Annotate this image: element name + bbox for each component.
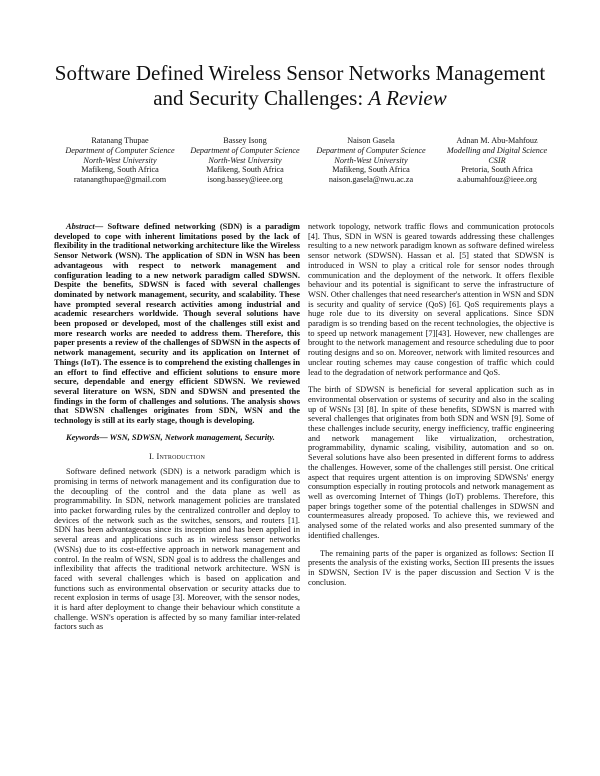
intro-paragraph-2: The birth of SDWSN is beneficial for several application such as in environmental observation or systems of security and also in the scaling up of WSNs [3] [8]. In spite of these benefits, SDWSN is marred with several challenges that originates from both SDN and WSN [9]. Some of these challenges include security, energy inefficiency, traffic engineering and network management like virtualization, orchestration, programmability, dynamic scaling, visibility, automation and so on. Several solutions have also been presented in different forms to address the challenges. However, some of the challenges still persist. One critical aspect that requires urgent attention is on improving SDWSNs' energy consumption especially in routing protocols and network management as well as overcoming Internet of Things (IoT) problems. Therefore, this paper brings together some of the potential challenges in SDWSN and countermeasures already proposed. To achieve this, we reviewed and analysed some of the related works and also presented summary of the identified challenges. <box>308 385 554 540</box>
author-email: ratanangthupae@gmail.com <box>73 175 167 185</box>
author-name: Naison Gasela <box>347 136 395 145</box>
section-heading-introduction <box>54 452 300 462</box>
title-main: Software Defined Wireless Sensor Networks Management and Security Challenges: <box>54 61 546 110</box>
author-location: Mafikeng, South Africa <box>332 165 410 175</box>
author-block <box>50 136 560 196</box>
author-name: Adnan M. Abu-Mahfouz <box>456 136 538 145</box>
author-university: North-West University <box>334 155 408 165</box>
author-dept: Department of Computer Science <box>65 145 175 155</box>
abstract-lead: Abstract <box>66 222 95 231</box>
abstract-text: — Software defined networking (SDN) is a paradigm developed to cope with inherent limitations posed by the lack of flexibility in the traditional networking architecture like the Wireless Sensor Network (WSN). The application of SDN in WSN has been advantageous with respect to network management and configuration leading to a new network paradigm called SDWSN. Despite the benefits, SDWSN is faced with several challenges dominated by network management, security, and scalability. These have prompted several research activities among industrial and academic researchers worldwide. Though several solutions have been proposed or developed, most of the challenges still exist and more research works are needed to address them. Therefore, this paper presents a review of the challenges of SDWSN in the aspects of network management, security and its application on Internet of Things (IoT). The essence is to comprehend the existing challenges in an effort to find effective and efficient solutions to ensure more secure, dependable and energy efficient SDWSN. We reviewed several literature on WSN, SDN and SDWSN and presented the findings in the form of challenges and solutions. The analysis shows that SDWSN challenges originates from SDN, WSN and the technology is still at its early stage, though is developing. <box>54 222 300 426</box>
paragraph-gap <box>308 377 554 385</box>
author-dept: Department of Computer Science <box>316 145 426 155</box>
intro-paragraph-1-continued: network topology, network traffic flows and communication protocols [4]. Thus, SDN in WSN is geared towards addressing these challenges resulting to a new network paradigm known as software defined wireless sensor network (SDWSN). Hassan et al. [5] stated that SDWSN is introduced in WSN to play a critical role for sensor nodes through communication and the deployment of the network. It offers flexible behaviour and its potential is significant to serve the infrastructure of WSN. Other challenges that need researcher's attention in WSN and SDN is security and quality of service (QoS) [6]. QoS requirements plays a huge role due to its diversity on several applications. Since SDN paradigm is so trending based on the recent technologies, the objective is to speed up network management [7][43]. However, new challenges are brought to the network management and resource scheduling due to poor routing designs and so on. Moreover, network with limited resources and unclear routing schemes may cause congestion of traffic which could lead to the degradation of network performance and QoS. <box>308 222 554 377</box>
paper-title <box>40 61 560 111</box>
author-email: isong.bassey@ieee.org <box>207 175 283 185</box>
author-3 <box>301 136 441 185</box>
author-email: a.abumahfouz@ieee.org <box>457 175 537 185</box>
author-1 <box>50 136 190 185</box>
title-italic: A Review <box>368 86 447 110</box>
author-university: North-West University <box>208 155 282 165</box>
author-dept: Modelling and Digital Science <box>446 145 548 155</box>
author-name: Bassey Isong <box>223 136 267 145</box>
section-number: I. <box>148 452 155 462</box>
author-location: Mafikeng, South Africa <box>81 165 159 175</box>
paragraph-gap <box>308 541 554 549</box>
author-4 <box>427 136 567 185</box>
left-column <box>54 222 300 632</box>
intro-paragraph-1: Software defined network (SDN) is a network paradigm which is promising in terms of network management and its configuration due to the decoupling of the control and the data plane as well as programmability. In SDN, network management policies are translated into packet forwarding rules by the centralized controller and deploy to devices of the network such as the switches, sensors, and routers [1]. SDN has been advantageous since its inception and has been applied in several areas and applications such as in wireless sensor networks (WSNs) due to its cost-effective approach in network management and control. In the realm of WSN, SDN goal is to address the challenges and inflexibility that affects the traditional network architecture. WSN is faced with several challenges which is based on application and functions such as environmental observation or security attacks due to recent explosion in terms of usage [3]. Moreover, with the sensor nodes, it is hard after deployment to change their behaviour which constitute a challenge. WSN's operation is affected by so many familiar inter-related factors such as <box>54 467 300 632</box>
intro-paragraph-3: The remaining parts of the paper is organized as follows: Section II presents the analysis of the existing works, Section III presents the issues in SDWSN, Section IV is the paper discussion and Section V is the conclusion. <box>308 548 554 587</box>
author-location: Mafikeng, South Africa <box>206 165 284 175</box>
right-column <box>308 222 554 587</box>
author-name: Ratanang Thupae <box>91 136 149 145</box>
author-university: North-West University <box>83 155 157 165</box>
author-university: CSIR <box>488 155 506 165</box>
author-location: Pretoria, South Africa <box>461 165 533 175</box>
section-title: Introduction <box>156 452 206 462</box>
author-2 <box>175 136 315 185</box>
author-dept: Department of Computer Science <box>190 145 300 155</box>
author-email: naison.gasela@nwu.ac.za <box>328 175 414 185</box>
keywords: Keywords— WSN, SDWSN, Network management, Security. <box>66 432 275 442</box>
abstract <box>54 222 300 426</box>
